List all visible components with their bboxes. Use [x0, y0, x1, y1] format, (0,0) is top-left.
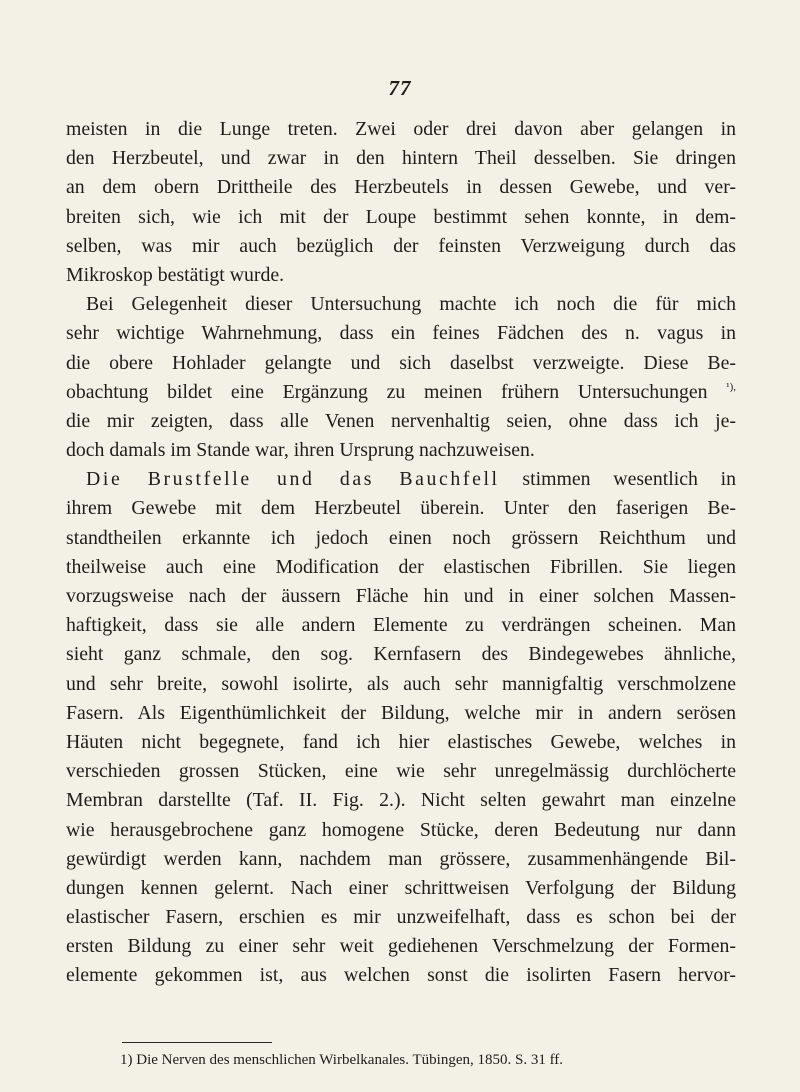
text-line: Häuten nicht begegnete, fand ich hier elastisches Gewebe, welches in	[66, 730, 736, 753]
footnote-divider	[122, 1042, 272, 1043]
text-line: sieht ganz schmale, den sog. Kernfasern des Bindegewebes ähnliche,	[66, 643, 736, 666]
text-line: selben, was mir auch bezüglich der feinsten Verzweigung durch das	[66, 234, 736, 257]
text-line: sehr wichtige Wahrnehmung, dass ein feines Fädchen des n. vagus in	[66, 322, 736, 345]
text-line: verschieden grossen Stücken, eine wie sehr unregelmässig durchlöcherte	[66, 760, 736, 783]
text-line: Mikroskop bestätigt wurde.	[66, 263, 285, 286]
text-line: den Herzbeutel, und zwar in den hintern Theil desselben. Sie dringen	[66, 147, 736, 170]
spaced-term: Die Brustfelle und das Bauchfell	[86, 468, 500, 491]
text-line: dungen kennen gelernt. Nach einer schrittweisen Verfolgung der Bildung	[66, 876, 736, 899]
text-line	[66, 465, 736, 494]
text-line: breiten sich, wie ich mit der Loupe bestimmt sehen konnte, in dem-	[66, 205, 736, 228]
text-line: wie herausgebrochene ganz homogene Stücke, deren Bedeutung nur dann	[66, 818, 736, 841]
text-line: standtheilen erkannte ich jedoch einen noch grössern Reichthum und	[66, 526, 736, 549]
text-line: an dem obern Drittheile des Herzbeutels in dessen Gewebe, und ver-	[66, 176, 736, 199]
footnote-reference[interactable]: ¹),	[726, 380, 736, 393]
text-line: elemente gekommen ist, aus welchen sonst die isolirten Fasern hervor-	[66, 964, 736, 987]
text-line: Membran darstellte (Taf. II. Fig. 2.). Nicht selten gewahrt man einzelne	[66, 789, 736, 812]
text-line: doch damals im Stande war, ihren Ursprung nachzuweisen.	[66, 439, 535, 462]
text-line: haftigkeit, dass sie alle andern Elemente zu verdrängen scheinen. Man	[66, 614, 736, 637]
page-number: 77	[388, 76, 412, 100]
footnote	[120, 1050, 740, 1070]
text-line: ersten Bildung zu einer sehr weit gediehenen Verschmelzung der Formen-	[66, 935, 736, 958]
text-line: Bei Gelegenheit dieser Untersuchung machte ich noch die für mich	[86, 293, 736, 316]
text-line: vorzugsweise nach der äussern Fläche hin und in einer solchen Massen-	[66, 585, 736, 607]
text-line-part: obachtung bildet eine Ergänzung zu meinen frühern Untersuchungen	[66, 380, 708, 403]
text-line: theilweise auch eine Modification der elastischen Fibrillen. Sie liegen	[66, 555, 736, 578]
text-line: und sehr breite, sowohl isolirte, als auch sehr mannigfaltig verschmolzene	[66, 672, 736, 695]
text-line: elastischer Fasern, erschien es mir unzweifelhaft, dass es schon bei der	[66, 906, 736, 929]
text-line: Fasern. Als Eigenthümlichkeit der Bildung, welche mir in andern serösen	[66, 701, 736, 724]
footnote-marker: 1)	[120, 1052, 133, 1068]
text-line-part: stimmen wesentlich in	[522, 468, 736, 491]
text-line	[66, 378, 736, 407]
text-line: die obere Hohlader gelangte und sich daselbst verzweigte. Diese Be-	[66, 351, 736, 374]
text-line: meisten in die Lunge treten. Zwei oder drei davon aber gelangen in	[66, 118, 736, 140]
text-line: ihrem Gewebe mit dem Herzbeutel überein. Unter den faserigen Be-	[66, 497, 736, 520]
body-text	[66, 115, 736, 991]
text-line: gewürdigt werden kann, nachdem man grössere, zusammenhängende Bil-	[66, 847, 736, 870]
footnote-text: Die Nerven des menschlichen Wirbelkanales. Tübingen, 1850. S. 31 ff.	[136, 1052, 564, 1068]
text-line: die mir zeigten, dass alle Venen nervenhaltig seien, ohne dass ich je-	[66, 409, 736, 432]
